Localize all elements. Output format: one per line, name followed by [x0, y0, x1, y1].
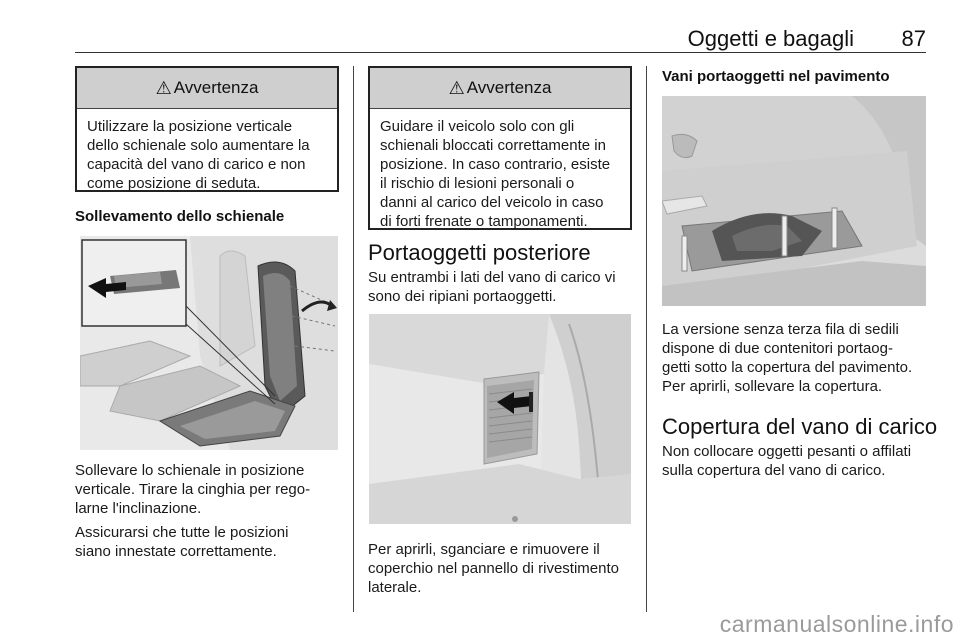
warning-box-1	[75, 66, 339, 192]
paragraph-rear-2	[368, 540, 619, 597]
column-divider-1	[353, 66, 354, 612]
warning-line: danni al carico del veicolo in caso	[380, 194, 604, 211]
text-line: getti sotto la copertura del pavimento.	[662, 359, 913, 376]
warning-line: Utilizzare la posizione verticale	[87, 118, 293, 135]
warning-line: dello schienale solo aumentare la	[87, 137, 310, 154]
text-line: La versione senza terza fila di sedili	[662, 321, 899, 338]
subheading-seat-lift: Sollevamento dello schienale	[75, 208, 285, 225]
text-line: Assicurarsi che tutte le posizioni	[75, 524, 289, 541]
paragraph-rear-1	[368, 268, 616, 306]
column-divider-2	[646, 66, 647, 612]
text-line: Per aprirli, sganciare e rimuovere il	[368, 541, 600, 558]
subheading-floor-storage: Vani portaoggetti nel pavimento	[662, 68, 890, 85]
text-line: sulla copertura del vano di carico.	[662, 462, 886, 479]
text-line: verticale. Tirare la cinghia per rego-	[75, 481, 311, 498]
seat-backrest-illustration	[80, 236, 338, 450]
section-title-cargo-cover: Copertura del vano di carico	[662, 414, 938, 439]
text-line: larne l'inclinazione.	[75, 500, 202, 517]
warning-header	[77, 68, 337, 109]
text-line: dispone di due contenitori portaog-	[662, 340, 893, 357]
warning-line: posizione. In caso contrario, esiste	[380, 156, 611, 173]
warning-text	[370, 109, 630, 231]
text-line: Per aprirli, sollevare la copertura.	[662, 378, 883, 395]
warning-title: Avvertenza	[173, 78, 259, 97]
watermark: carmanualsonline.info	[719, 611, 954, 637]
text-line: Sollevare lo schienale in posizione	[75, 462, 305, 479]
page-number: 87	[901, 26, 926, 51]
warning-triangle-icon: ⚠	[448, 77, 465, 98]
warning-triangle-icon: ⚠	[155, 77, 172, 98]
warning-line: di forti frenate o tamponamenti.	[380, 213, 588, 230]
text-line: laterale.	[368, 579, 422, 596]
warning-line: Guidare il veicolo solo con gli	[380, 118, 575, 135]
text-line: siano innestate correttamente.	[75, 543, 277, 560]
text-line: sono dei ripiani portaoggetti.	[368, 288, 557, 305]
paragraph-cargo-cover	[662, 442, 911, 480]
paragraph-seat-1	[75, 461, 310, 518]
warning-title: Avvertenza	[466, 78, 552, 97]
text-line: coperchio nel pannello di rivestimento	[368, 560, 619, 577]
text-line: Non collocare oggetti pesanti o affilati	[662, 443, 912, 460]
warning-header	[370, 68, 630, 109]
floor-compartment-illustration	[662, 96, 926, 306]
side-panel-illustration	[369, 314, 631, 524]
paragraph-floor	[662, 320, 912, 396]
text-line: Su entrambi i lati del vano di carico vi	[368, 269, 616, 286]
paragraph-seat-2	[75, 523, 288, 561]
warning-line: il rischio di lesioni personali o	[380, 175, 575, 192]
warning-box-2	[368, 66, 632, 230]
header-title: Oggetti e bagagli	[687, 26, 854, 51]
warning-line: schienali bloccati correttamente in	[380, 137, 606, 154]
header-rule	[75, 52, 926, 53]
warning-line: capacità del vano di carico e non	[87, 156, 306, 173]
warning-line: come posizione di seduta.	[87, 175, 261, 192]
section-title-rear-storage: Portaoggetti posteriore	[368, 240, 591, 265]
warning-text	[77, 109, 337, 193]
